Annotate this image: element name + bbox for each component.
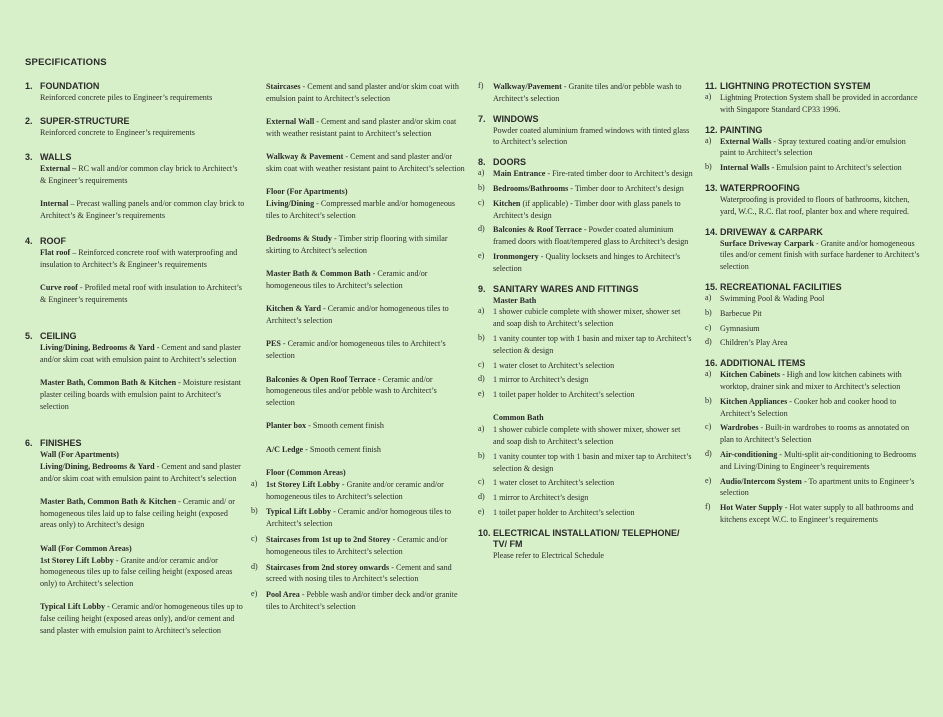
column-4 <box>705 81 920 526</box>
item-text: - Ceramic and/or homogeneous tiles to Architect’s selection <box>266 339 446 361</box>
item-letter: d) <box>478 224 485 234</box>
item-text: - Emulsion paint to Architect’s selection <box>769 163 902 173</box>
item-label: Master Bath & Common Bath <box>266 269 371 279</box>
section-windows <box>478 114 693 125</box>
section-recreational <box>705 282 920 293</box>
item-text: - Granite and/or ceramic and/or homogeneous tiles to Architect’s selection <box>266 479 444 501</box>
section-sanitary <box>478 284 693 295</box>
section-number: 14. <box>705 226 718 237</box>
item-text: - Granite and/or homogeneous tiles and/or cement finish with surface hardener to Architect’s selection <box>720 238 920 272</box>
page-title: SPECIFICATIONS <box>25 57 107 68</box>
section-number: 15. <box>705 281 718 292</box>
section-heading: RECREATIONAL FACILITIES <box>720 281 842 292</box>
item-letter: a) <box>705 369 712 379</box>
section-number: 10. <box>478 527 491 538</box>
item-text: - Cooker hob and cooker hood to Architect’s Selection <box>720 396 897 418</box>
item-letter: e) <box>251 589 258 599</box>
item-letter: a) <box>478 424 485 434</box>
item-label: Planter box <box>266 421 307 431</box>
item-label: Staircases <box>266 82 301 91</box>
section-text: Waterproofing is provided to floors of bathrooms, kitchen, yard, W.C., R.C. flat roof, planter box and where required. <box>720 194 910 216</box>
section-additional <box>705 358 920 369</box>
subheading: Wall (For Common Areas) <box>40 543 132 553</box>
item-label: Balconies & Roof Terrace <box>493 225 582 235</box>
section-number: 7. <box>478 113 486 124</box>
item-text: - Compressed marble and/or homogeneous tiles to Architect’s selection <box>266 199 456 220</box>
subheading: Floor (Common Areas) <box>266 468 346 478</box>
item-letter: b) <box>478 450 485 460</box>
item-label: Ironmongery <box>493 251 539 261</box>
item-letter: d) <box>705 448 712 458</box>
column-3 <box>478 81 693 562</box>
section-text: Powder coated aluminium framed windows with tinted glass to Architect’s selection <box>493 125 690 147</box>
item-letter: a) <box>478 306 485 316</box>
item-text: Barbecue Pit <box>720 308 762 318</box>
item-letter: b) <box>478 332 485 342</box>
item-text: Children’s Play Area <box>720 338 788 348</box>
section-text: Please refer to Electrical Schedule <box>493 550 605 560</box>
item-text: - Ceramic and/or homogeneous tiles to Architect’s selection <box>266 269 428 291</box>
item-label: Living/Dining, Bedrooms & Yard <box>40 461 155 471</box>
section-heading: SANITARY WARES AND FITTINGS <box>493 283 639 294</box>
item-text: - Ceramic and/or homogeneous tiles to Architect’s selection <box>266 535 448 556</box>
section-super-structure <box>25 116 245 139</box>
item-text: – Reinforced concrete roof with waterproofing and insulation to Architect’s & Engineer’s requirements <box>40 248 238 269</box>
item-label: Audio/Intercom System <box>720 476 802 486</box>
item-letter: a) <box>705 135 712 145</box>
section-number: 8. <box>478 157 486 168</box>
item-letter: b) <box>705 162 712 172</box>
item-label: Internal Walls <box>720 163 770 173</box>
section-heading: ADDITIONAL ITEMS <box>720 358 806 369</box>
section-number: 2. <box>25 116 33 126</box>
item-label: Living/Dining <box>266 199 315 209</box>
section-heading: CEILING <box>40 331 77 341</box>
item-label: A/C Ledge <box>266 444 304 454</box>
item-text: - Spray textured coating and/or emulsion paint to Architect’s selection <box>720 136 906 158</box>
item-letter: f) <box>705 502 711 512</box>
item-text: 1 mirror to Architect’s design <box>493 493 589 503</box>
item-label: Internal <box>40 199 69 209</box>
item-text: - Multi-split air-conditioning to Bedrooms and Living/Dining to Engineer’s requirements <box>720 449 917 471</box>
item-label: Surface Driveway Carpark <box>720 238 814 248</box>
item-letter: d) <box>705 337 712 347</box>
item-letter: c) <box>251 534 258 544</box>
section-number: 11. <box>705 81 718 91</box>
item-text: 1 shower cubicle complete with shower mixer, shower set and soap dish to Architect’s selection <box>493 425 681 447</box>
section-finishes <box>25 438 245 637</box>
section-roof <box>25 236 245 306</box>
item-label: Walkway & Pavement <box>266 152 344 162</box>
section-heading: DOORS <box>493 157 527 168</box>
item-label: Balconies & Open Roof Terrace <box>266 374 376 384</box>
item-label: Staircases from 2nd storey onwards <box>266 562 390 572</box>
item-text: - Cement and sand plaster and/or skim coat with weather resistant paint to Architect’s selection <box>266 152 465 173</box>
section-number: 12. <box>705 124 718 135</box>
item-letter: a) <box>705 92 712 101</box>
item-letter: e) <box>478 250 485 260</box>
item-text: - Built-in wardrobes to rooms as annotated on plan to Architect’s Selection <box>720 423 910 445</box>
item-letter: c) <box>705 422 712 432</box>
item-label: Typical Lift Lobby <box>40 602 106 612</box>
item-label: 1st Storey Lift Lobby <box>266 479 340 489</box>
item-text: - Cement and sand plaster and/or skim coat with weather resistant paint to Architect’s selection <box>266 117 457 138</box>
item-label: Wardrobes <box>720 423 759 433</box>
item-text: - Granite and/or ceramic and/or homogeneous tiles up to false ceiling height (exposed areas only) to Architect’s selection <box>40 555 233 589</box>
item-letter: c) <box>478 359 485 369</box>
item-label: Curve roof <box>40 283 78 293</box>
section-number: 13. <box>705 182 718 193</box>
item-text: – Precast walling panels and/or common clay brick to Architect’s & Engineer’s requirements <box>40 199 245 220</box>
finishes-continued <box>251 81 465 613</box>
section-number: 16. <box>705 358 718 369</box>
item-label: External – <box>40 164 79 173</box>
section-heading: SUPER-STRUCTURE <box>40 116 130 126</box>
item-text: - Smooth cement finish <box>303 444 381 454</box>
item-text: Lightning Protection System shall be provided in accordance with Singapore Standard CP33 1996. <box>720 93 918 114</box>
section-heading: WINDOWS <box>493 113 539 124</box>
item-label: Kitchen & Yard <box>266 304 322 314</box>
item-text: - Ceramic and/or homogeneous tiles up to false ceiling height (exposed areas only), and/or cement and sand plaster with emulsion paint to Architect’s selection <box>40 602 243 636</box>
item-text: Swimming Pool & Wading Pool <box>720 293 825 303</box>
item-label: Bedrooms & Study <box>266 234 332 244</box>
item-label: Typical Lift Lobby <box>266 507 332 517</box>
section-heading: ROOF <box>40 236 66 246</box>
item-text: - Fire-rated timber door to Architect’s design <box>545 169 693 179</box>
item-letter: f) <box>478 81 484 90</box>
item-text: - Moisture resistant plaster ceiling boards with emulsion paint to Architect’s selection <box>40 378 242 411</box>
item-text: - Cement and sand plaster and/or skim coat with emulsion paint to Architect’s selection <box>40 343 241 364</box>
item-letter: b) <box>478 182 485 192</box>
item-text: - Cement and sand plaster and/or skim coat with emulsion paint to Architect’s selection <box>266 82 459 103</box>
item-letter: d) <box>478 492 485 502</box>
item-text: 1 water closet to Architect’s selection <box>493 360 615 370</box>
item-letter: e) <box>478 389 485 399</box>
item-label: External Wall <box>266 117 315 127</box>
section-number: 6. <box>25 438 33 448</box>
item-letter: b) <box>705 307 712 317</box>
item-text: - Granite tiles and/or pebble wash to Architect’s selection <box>493 82 682 103</box>
section-electrical <box>478 528 693 550</box>
item-letter: d) <box>478 374 485 384</box>
item-label: Master Bath, Common Bath & Kitchen <box>40 496 177 506</box>
item-label: Air-conditioning <box>720 449 778 459</box>
item-letter: a) <box>705 292 712 302</box>
section-number: 4. <box>25 236 33 246</box>
item-letter: a) <box>478 168 485 178</box>
item-text: - Ceramic and/or homogeneous tiles to Architect’s selection <box>266 304 449 326</box>
item-label: Pool Area <box>266 590 300 600</box>
item-text: 1 water closet to Architect’s selection <box>493 478 615 488</box>
item-text: - Quality locksets and hinges to Architect’s selection <box>493 251 681 273</box>
item-label: Master Bath, Common Bath & Kitchen <box>40 378 177 388</box>
item-letter: c) <box>478 197 485 207</box>
item-label: Living/Dining, Bedrooms & Yard <box>40 343 155 352</box>
item-text: - Ceramic and/or homogeous tiles to Architect’s selection <box>266 507 452 529</box>
section-waterproofing <box>705 183 920 194</box>
item-label: Kitchen <box>493 198 521 208</box>
item-text: - Timber strip flooring with similar skirting to Architect’s selection <box>266 234 448 255</box>
section-number: 3. <box>25 152 33 162</box>
section-painting <box>705 125 920 136</box>
item-letter: e) <box>705 475 712 485</box>
item-text: RC wall and/or common clay brick to Architect’s & Engineer’s requirements <box>40 164 238 185</box>
section-heading: WALLS <box>40 152 72 162</box>
item-text: - Smooth cement finish <box>306 421 384 431</box>
item-label: PES <box>266 339 281 349</box>
item-text: - Pebble wash and/or timber deck and/or granite tiles to Architect’s selection <box>266 590 458 611</box>
item-text: - Ceramic and/or homogeneous tiles and/or pebble wash to Architect’s selection <box>266 374 437 408</box>
section-heading: ELECTRICAL INSTALLATION/ TELEPHONE/ TV/ FM <box>493 527 680 549</box>
item-label: Flat roof <box>40 248 71 257</box>
item-letter: b) <box>251 506 258 516</box>
item-letter: b) <box>705 395 712 405</box>
item-letter: c) <box>478 477 485 487</box>
item-text: (if applicable) - Timber door with glass panels to Architect’s design <box>493 198 681 220</box>
item-text: 1 shower cubicle complete with shower mixer, shower set and soap dish to Architect’s selection <box>493 307 681 329</box>
item-text: 1 vanity counter top with 1 basin and mixer tap to Architect’s selection & design <box>493 333 692 355</box>
subheading: Common Bath <box>493 413 544 423</box>
item-text: 1 mirror to Architect’s design <box>493 375 589 385</box>
item-text: - Cement and sand plaster and/or skim coat with emulsion paint to Architect’s selection <box>40 461 241 483</box>
section-foundation <box>25 81 245 104</box>
item-text: - To apartment units to Engineer’s selection <box>720 476 915 498</box>
section-lightning <box>705 81 920 92</box>
section-doors <box>478 157 693 168</box>
section-number: 1. <box>25 81 33 91</box>
item-text: - Powder coated aluminium framed doors with float/tempered glass to Architect’s design <box>493 225 689 247</box>
section-heading: FINISHES <box>40 438 82 448</box>
item-text: 1 toilet paper holder to Architect’s selection <box>493 508 635 518</box>
item-text: - Cement and sand screed with nosing tiles to Architect’s selection <box>266 562 452 584</box>
item-letter: c) <box>705 322 712 332</box>
item-text: Gymnasium <box>720 323 760 333</box>
section-driveway <box>705 227 920 238</box>
section-text: Reinforced concrete piles to Engineer’s requirements <box>40 93 213 102</box>
section-number: 5. <box>25 331 33 341</box>
item-text: - High and low kitchen cabinets with worktop, drainer sink and mixer to Architect’s selection <box>720 370 902 391</box>
item-label: Walkway/Pavement <box>493 82 562 91</box>
section-heading: WATERPROOFING <box>720 182 800 193</box>
item-letter: d) <box>251 561 258 571</box>
item-label: Bedrooms/Bathrooms <box>493 183 569 193</box>
item-text: 1 vanity counter top with 1 basin and mixer tap to Architect’s selection & design <box>493 451 692 473</box>
item-label: Hot Water Supply <box>720 503 783 513</box>
item-text: - Profiled metal roof with insulation to Architect’s & Engineer’s requirements <box>40 283 242 304</box>
section-heading: FOUNDATION <box>40 81 100 91</box>
section-ceiling <box>25 331 245 412</box>
item-label: Staircases from 1st up to 2nd Storey <box>266 535 391 545</box>
item-label: Kitchen Appliances <box>720 396 788 406</box>
item-letter: a) <box>251 478 258 488</box>
item-text: - Hot water supply to all bathrooms and kitchens except W.C. to Engineer’s requirements <box>720 503 914 524</box>
item-label: External Walls <box>720 136 772 146</box>
subheading: Floor (For Apartments) <box>266 187 348 197</box>
section-walls <box>25 152 245 222</box>
item-label: 1st Storey Lift Lobby <box>40 555 114 565</box>
item-text: - Timber door to Architect’s design <box>568 183 684 193</box>
section-heading: LIGHTNING PROTECTION SYSTEM <box>720 81 871 91</box>
section-text: Reinforced concrete to Engineer’s requirements <box>40 128 195 137</box>
item-text: - Ceramic and/ or homogeneous tiles laid up to false ceiling height (exposed areas only) to Architect’s design <box>40 496 235 530</box>
item-label: Main Entrance <box>493 169 546 179</box>
item-label: Kitchen Cabinets <box>720 370 781 380</box>
subheading: Wall (For Apartments) <box>40 450 119 459</box>
section-heading: PAINTING <box>720 124 763 135</box>
section-number: 9. <box>478 283 486 294</box>
item-text: 1 toilet paper holder to Architect’s selection <box>493 390 635 400</box>
section-heading: DRIVEWAY & CARPARK <box>720 226 823 237</box>
subheading: Master Bath <box>493 295 537 305</box>
item-letter: e) <box>478 507 485 517</box>
